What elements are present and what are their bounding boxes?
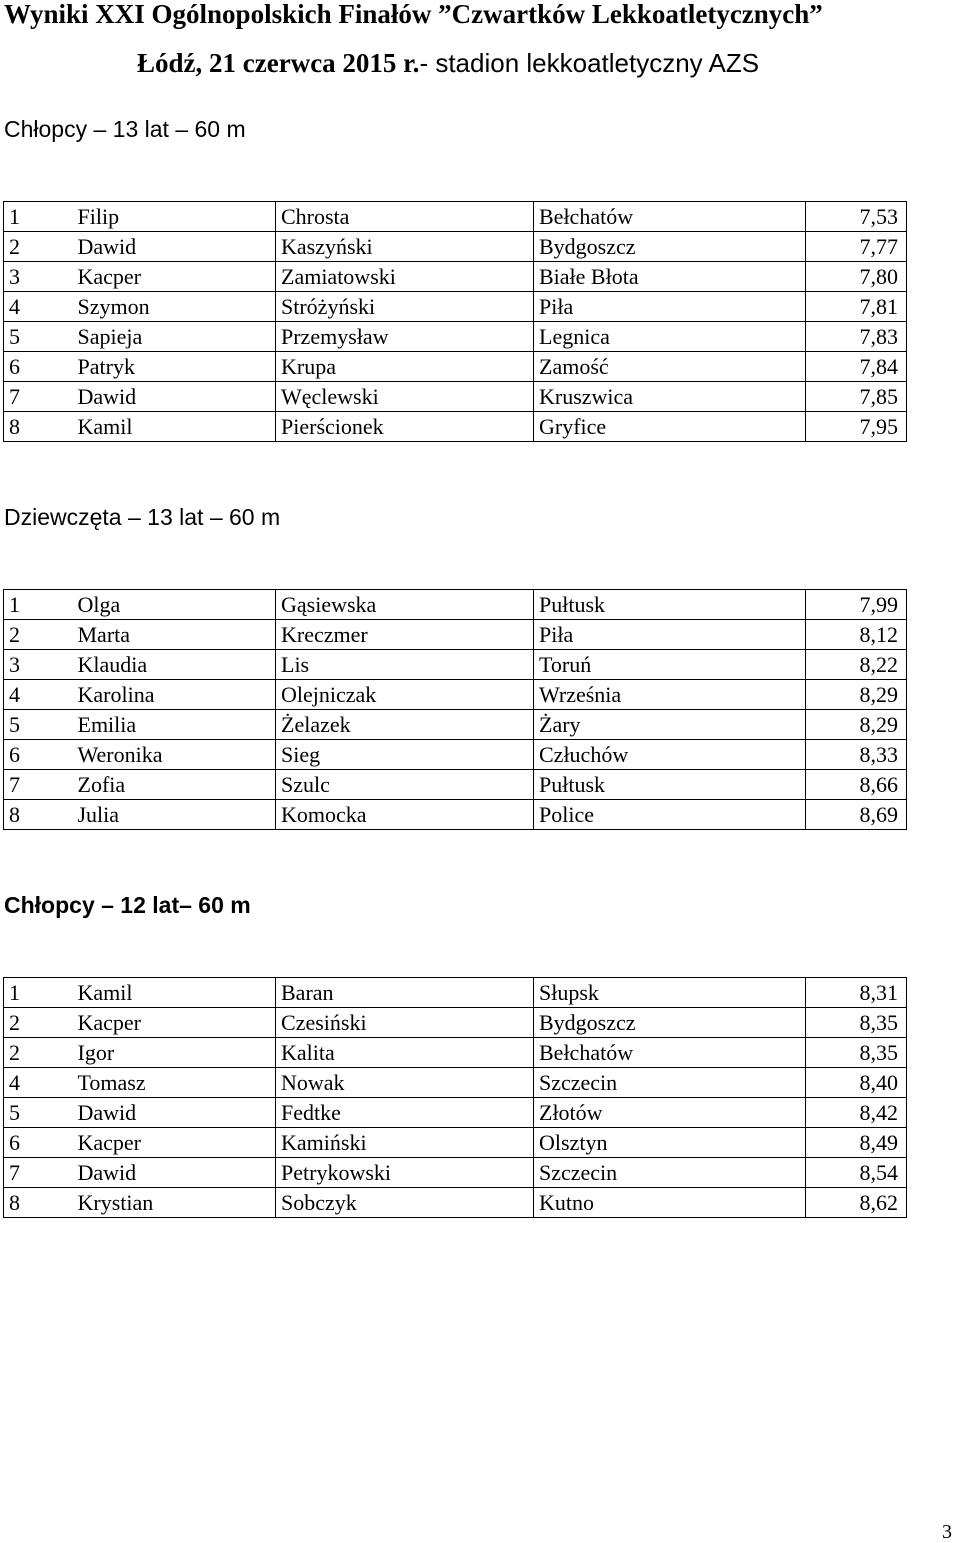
section-title-girls-13: Dziewczęta – 13 lat – 60 m (4, 504, 281, 530)
city-cell: Olsztyn (534, 1128, 806, 1158)
time-cell: 7,53 (806, 202, 907, 232)
event-subtitle (137, 47, 759, 79)
first-name-cell: Zofia (73, 770, 276, 800)
first-name-cell: Igor (73, 1038, 276, 1068)
last-name-cell: Baran (276, 978, 534, 1008)
result-row (4, 770, 907, 800)
result-row (4, 262, 907, 292)
document-title: Wyniki XXI Ogólnopolskich Finałów ”Czwartków Lekkoatletycznych” (4, 0, 823, 29)
first-name-cell: Szymon (73, 292, 276, 322)
last-name-cell: Stróżyński (276, 292, 534, 322)
last-name-cell: Nowak (276, 1068, 534, 1098)
last-name-cell: Fedtke (276, 1098, 534, 1128)
result-row (4, 322, 907, 352)
time-cell: 8,66 (806, 770, 907, 800)
first-name-cell: Tomasz (73, 1068, 276, 1098)
place-cell: 2 (4, 1038, 73, 1068)
page-number: 3 (942, 1521, 952, 1543)
city-cell: Police (534, 800, 806, 830)
result-row (4, 620, 907, 650)
last-name-cell: Chrosta (276, 202, 534, 232)
result-row (4, 1158, 907, 1188)
time-cell: 7,85 (806, 382, 907, 412)
last-name-cell: Lis (276, 650, 534, 680)
city-cell: Kruszwica (534, 382, 806, 412)
place-cell: 3 (4, 650, 73, 680)
last-name-cell: Żelazek (276, 710, 534, 740)
last-name-cell: Petrykowski (276, 1158, 534, 1188)
city-cell: Pułtusk (534, 590, 806, 620)
last-name-cell: Krupa (276, 352, 534, 382)
first-name-cell: Marta (73, 620, 276, 650)
last-name-cell: Kaszyński (276, 232, 534, 262)
city-cell: Września (534, 680, 806, 710)
time-cell: 7,99 (806, 590, 907, 620)
place-cell: 7 (4, 1158, 73, 1188)
time-cell: 8,31 (806, 978, 907, 1008)
city-cell: Pułtusk (534, 770, 806, 800)
first-name-cell: Dawid (73, 1098, 276, 1128)
first-name-cell: Kacper (73, 1128, 276, 1158)
result-row (4, 1008, 907, 1038)
result-row (4, 710, 907, 740)
first-name-cell: Kamil (73, 412, 276, 442)
time-cell: 8,62 (806, 1188, 907, 1218)
place-cell: 2 (4, 1008, 73, 1038)
place-cell: 2 (4, 232, 73, 262)
place-cell: 5 (4, 710, 73, 740)
city-cell: Kutno (534, 1188, 806, 1218)
first-name-cell: Kacper (73, 262, 276, 292)
first-name-cell: Kacper (73, 1008, 276, 1038)
place-cell: 6 (4, 740, 73, 770)
city-cell: Zamość (534, 352, 806, 382)
result-row (4, 590, 907, 620)
result-row (4, 382, 907, 412)
result-row (4, 978, 907, 1008)
city-cell: Bełchatów (534, 1038, 806, 1068)
place-cell: 8 (4, 800, 73, 830)
last-name-cell: Kamiński (276, 1128, 534, 1158)
time-cell: 8,33 (806, 740, 907, 770)
result-row (4, 1098, 907, 1128)
last-name-cell: Sobczyk (276, 1188, 534, 1218)
time-cell: 8,29 (806, 710, 907, 740)
city-cell: Piła (534, 620, 806, 650)
first-name-cell: Dawid (73, 382, 276, 412)
place-cell: 4 (4, 680, 73, 710)
place-cell: 4 (4, 292, 73, 322)
city-cell: Żary (534, 710, 806, 740)
city-cell: Człuchów (534, 740, 806, 770)
city-cell: Gryfice (534, 412, 806, 442)
first-name-cell: Krystian (73, 1188, 276, 1218)
section-title-boys-13: Chłopcy – 13 lat – 60 m (4, 116, 246, 142)
time-cell: 8,40 (806, 1068, 907, 1098)
last-name-cell: Olejniczak (276, 680, 534, 710)
results-table-girls-13 (3, 589, 907, 830)
last-name-cell: Sieg (276, 740, 534, 770)
first-name-cell: Filip (73, 202, 276, 232)
last-name-cell: Komocka (276, 800, 534, 830)
result-row (4, 1038, 907, 1068)
place-cell: 8 (4, 412, 73, 442)
place-cell: 1 (4, 202, 73, 232)
city-cell: Słupsk (534, 978, 806, 1008)
time-cell: 8,22 (806, 650, 907, 680)
last-name-cell: Czesiński (276, 1008, 534, 1038)
time-cell: 7,95 (806, 412, 907, 442)
time-cell: 8,29 (806, 680, 907, 710)
place-cell: 5 (4, 322, 73, 352)
first-name-cell: Kamil (73, 978, 276, 1008)
time-cell: 7,80 (806, 262, 907, 292)
time-cell: 8,35 (806, 1008, 907, 1038)
results-table-boys-13 (3, 201, 907, 442)
event-venue: - stadion lekkoatletyczny AZS (419, 48, 760, 78)
first-name-cell: Emilia (73, 710, 276, 740)
result-row (4, 740, 907, 770)
time-cell: 7,84 (806, 352, 907, 382)
place-cell: 8 (4, 1188, 73, 1218)
place-cell: 7 (4, 382, 73, 412)
first-name-cell: Karolina (73, 680, 276, 710)
last-name-cell: Pierścionek (276, 412, 534, 442)
place-cell: 6 (4, 352, 73, 382)
city-cell: Bydgoszcz (534, 232, 806, 262)
result-row (4, 352, 907, 382)
last-name-cell: Szulc (276, 770, 534, 800)
place-cell: 7 (4, 770, 73, 800)
time-cell: 7,81 (806, 292, 907, 322)
city-cell: Piła (534, 292, 806, 322)
city-cell: Bydgoszcz (534, 1008, 806, 1038)
place-cell: 2 (4, 620, 73, 650)
result-row (4, 292, 907, 322)
first-name-cell: Klaudia (73, 650, 276, 680)
result-row (4, 650, 907, 680)
last-name-cell: Kreczmer (276, 620, 534, 650)
section-title-boys-12: Chłopcy – 12 lat– 60 m (4, 892, 251, 918)
last-name-cell: Przemysław (276, 322, 534, 352)
place-cell: 3 (4, 262, 73, 292)
place-cell: 5 (4, 1098, 73, 1128)
time-cell: 7,77 (806, 232, 907, 262)
result-row (4, 1188, 907, 1218)
last-name-cell: Zamiatowski (276, 262, 534, 292)
time-cell: 8,49 (806, 1128, 907, 1158)
last-name-cell: Węclewski (276, 382, 534, 412)
time-cell: 8,12 (806, 620, 907, 650)
time-cell: 7,83 (806, 322, 907, 352)
result-row (4, 1068, 907, 1098)
city-cell: Toruń (534, 650, 806, 680)
first-name-cell: Julia (73, 800, 276, 830)
first-name-cell: Dawid (73, 1158, 276, 1188)
first-name-cell: Patryk (73, 352, 276, 382)
result-row (4, 202, 907, 232)
event-date-location: Łódź, 21 czerwca 2015 r. (137, 48, 420, 78)
time-cell: 8,69 (806, 800, 907, 830)
first-name-cell: Sapieja (73, 322, 276, 352)
city-cell: Białe Błota (534, 262, 806, 292)
result-row (4, 232, 907, 262)
time-cell: 8,54 (806, 1158, 907, 1188)
place-cell: 4 (4, 1068, 73, 1098)
city-cell: Bełchatów (534, 202, 806, 232)
results-table-boys-12 (3, 977, 907, 1218)
city-cell: Złotów (534, 1098, 806, 1128)
last-name-cell: Kalita (276, 1038, 534, 1068)
result-row (4, 412, 907, 442)
city-cell: Legnica (534, 322, 806, 352)
first-name-cell: Dawid (73, 232, 276, 262)
place-cell: 6 (4, 1128, 73, 1158)
place-cell: 1 (4, 590, 73, 620)
time-cell: 8,42 (806, 1098, 907, 1128)
time-cell: 8,35 (806, 1038, 907, 1068)
result-row (4, 800, 907, 830)
first-name-cell: Olga (73, 590, 276, 620)
city-cell: Szczecin (534, 1158, 806, 1188)
place-cell: 1 (4, 978, 73, 1008)
first-name-cell: Weronika (73, 740, 276, 770)
result-row (4, 1128, 907, 1158)
result-row (4, 680, 907, 710)
city-cell: Szczecin (534, 1068, 806, 1098)
last-name-cell: Gąsiewska (276, 590, 534, 620)
